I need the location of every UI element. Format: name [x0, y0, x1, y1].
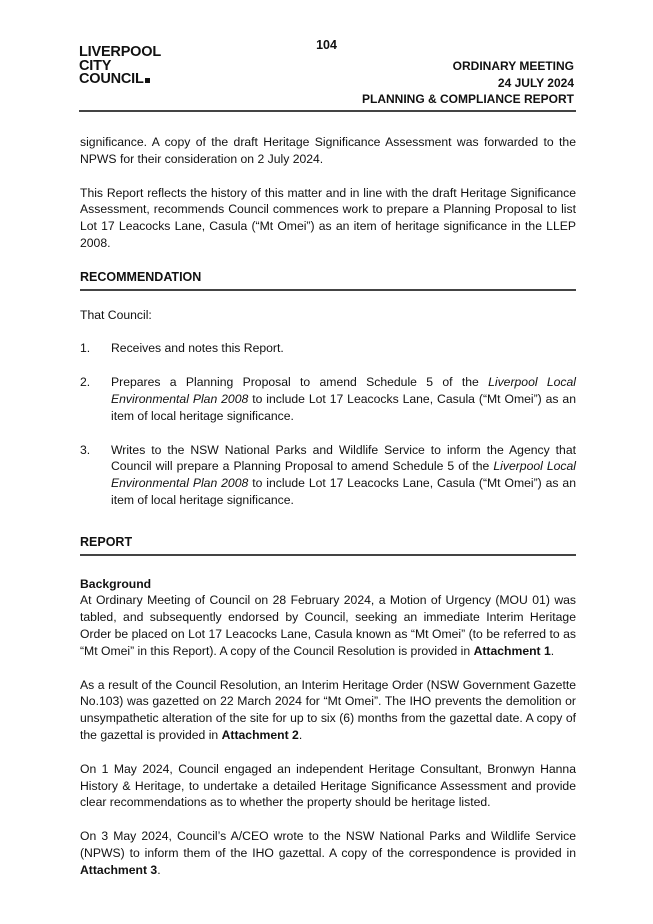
- recommendation-heading: RECOMMENDATION: [80, 269, 576, 291]
- document-body: [80, 134, 576, 896]
- report-heading: REPORT: [80, 534, 576, 556]
- attachment-ref: Attachment 1: [473, 643, 551, 658]
- report-title: PLANNING & COMPLIANCE REPORT: [361, 92, 574, 106]
- item-text: Receives and notes this Report.: [111, 341, 284, 356]
- document-header: [362, 58, 574, 108]
- item-number: 2.: [80, 375, 91, 390]
- header-divider: [79, 110, 576, 112]
- meeting-date: 24 JULY 2024: [497, 75, 574, 90]
- report-paragraph: On 3 May 2024, Council’s A/CEO wrote to the NSW National Parks and Wildlife Service (NPWS) to inform them of the IHO gazettal. A copy of the correspondence is provided in Attachment 3.: [80, 829, 576, 877]
- item-text: Prepares a Planning Proposal to amend Schedule 5 of the Liverpool Local Environmental Plan 2008 to include Lot 17 Leacocks Lane, Casula (“Mt Omei”) as an item of local heritage significance.: [111, 375, 577, 423]
- item-text: Writes to the NSW National Parks and Wildlife Service to inform the Agency that Council will prepare a Planning Proposal to amend Schedule 5 of the Liverpool Local Environmental Plan 2008 to include Lot 17 Leacocks Lane, Casula (“Mt Omei”) as an item of local heritage significance.: [111, 442, 576, 507]
- report-paragraph: At Ordinary Meeting of Council on 28 February 2024, a Motion of Urgency (MOU 01) was tabled, and subsequently endorsed by Council, seeking an immediate Interim Heritage Order be placed on Lot 17 Leacocks Lane, Casula known as “Mt Omei” (to be referred to as “Mt Omei” in this Report). A copy of the Council Resolution is provided in Attachment 1.: [80, 593, 576, 658]
- recommendation-lead: That Council:: [80, 307, 152, 322]
- logo-dot-icon: [145, 78, 150, 83]
- item-number: 3.: [80, 442, 91, 457]
- page-number: 104: [316, 38, 337, 52]
- plan-name: Liverpool Local Environmental Plan 2008: [111, 375, 577, 406]
- recommendation-item: [80, 442, 576, 509]
- item-number: 1.: [80, 341, 91, 356]
- meeting-type: ORDINARY MEETING: [452, 59, 574, 73]
- recommendation-item: [80, 374, 576, 424]
- council-logo: [79, 46, 161, 87]
- logo-line-3: COUNCIL: [79, 73, 161, 87]
- intro-paragraph: significance. A copy of the draft Heritage Significance Assessment was forwarded to the NPWS for their consideration on 2 July 2024.: [80, 135, 576, 166]
- logo-line-2: CITY: [79, 57, 112, 74]
- background-heading: Background: [80, 576, 152, 591]
- intro-paragraph: This Report reflects the history of this matter and in line with the draft Heritage Significance Assessment, recommends Council commences work to prepare a Planning Proposal to list Lot 17 Leacocks Lane, Casula (“Mt Omei”) as an item of heritage significance in the LLEP 2008.: [80, 185, 576, 250]
- attachment-ref: Attachment 3: [80, 862, 158, 877]
- report-paragraph: As a result of the Council Resolution, an Interim Heritage Order (NSW Government Gazette No.103) was gazetted on 22 March 2024 for “Mt Omei”. The IHO prevents the demolition or unsympathetic alteration of the site for up to six (6) months from the gazettal date. A copy of the gazettal is provided in Attachment 2.: [80, 677, 576, 742]
- report-paragraph: On 1 May 2024, Council engaged an independent Heritage Consultant, Bronwyn Hanna History & Heritage, to undertake a detailed Heritage Significance Assessment and provide clear recommendations as to whether the property should be heritage listed.: [80, 761, 576, 810]
- logo-line-1: LIVERPOOL: [79, 44, 161, 60]
- recommendation-item: [80, 340, 576, 357]
- attachment-ref: Attachment 2: [221, 727, 299, 742]
- plan-name: Liverpool Local Environmental Plan 2008: [111, 459, 576, 491]
